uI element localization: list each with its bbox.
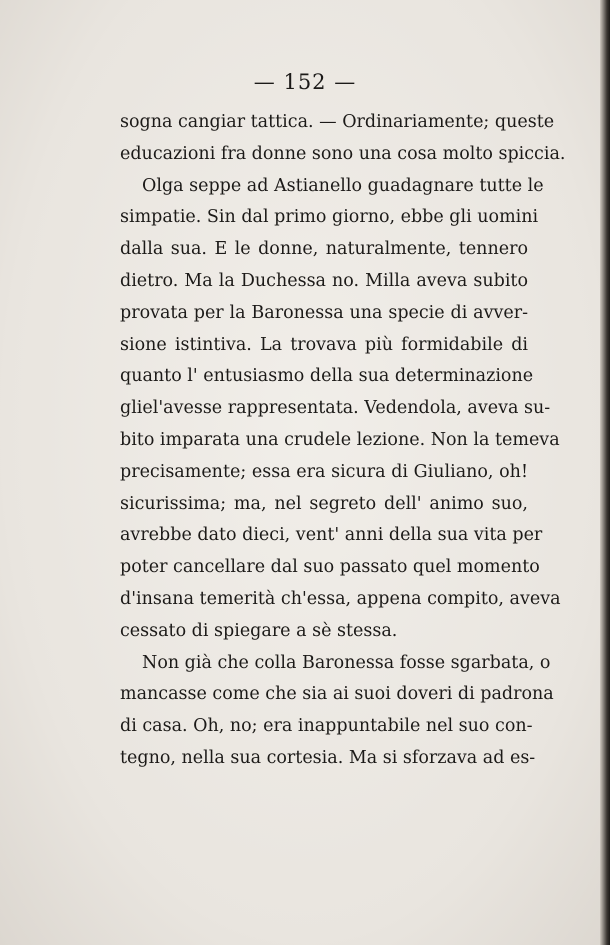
text-line: Non già che colla Baronessa fosse sgarbata, o — [142, 652, 551, 673]
text-line: di casa. Oh, no; era inappuntabile nel suo con- — [120, 716, 533, 737]
body-text — [120, 107, 566, 775]
text-line: mancasse come che sia ai suoi doveri di padrona — [120, 684, 554, 705]
text-line: dietro. Ma la Duchessa no. Milla aveva subito — [120, 270, 528, 291]
text-line: quanto l' entusiasmo della sua determinazione — [120, 366, 534, 387]
text-line: sicurissima; ma, nel segreto dell' animo suo, — [120, 493, 528, 514]
text-line: tegno, nella sua cortesia. Ma si sforzava ad es- — [120, 747, 536, 768]
page-edge — [600, 0, 610, 945]
page-number: — 152 — — [253, 70, 357, 94]
text-line: avrebbe dato dieci, vent' anni della sua vita per — [120, 525, 543, 546]
text-line: sogna cangiar tattica. — Ordinariamente; queste — [120, 112, 555, 132]
text-line: poter cancellare dal suo passato quel momento — [120, 557, 540, 578]
text-line: precisamente; essa era sicura di Giuliano, oh! — [120, 461, 528, 482]
text-line: dalla sua. E le donne, naturalmente, tennero — [120, 239, 528, 260]
text-line: cessato di spiegare a sè stessa. — [120, 620, 398, 641]
text-line: provata per la Baronessa una specie di avver- — [120, 302, 528, 323]
text-line: simpatie. Sin dal primo giorno, ebbe gli uomini — [120, 207, 539, 228]
text-line: bito imparata una crudele lezione. Non la temeva — [120, 429, 560, 450]
text-line: gliel'avesse rappresentata. Vedendola, aveva su- — [120, 398, 551, 419]
text-line: Olga seppe ad Astianello guadagnare tutte le — [142, 175, 544, 196]
text-line: educazioni fra donne sono una cosa molto spiccia. — [120, 143, 566, 164]
text-line: sione istintiva. La trovava più formidabile di — [120, 334, 528, 355]
text-line: d'insana temerità ch'essa, appena compito, aveva — [120, 588, 561, 609]
